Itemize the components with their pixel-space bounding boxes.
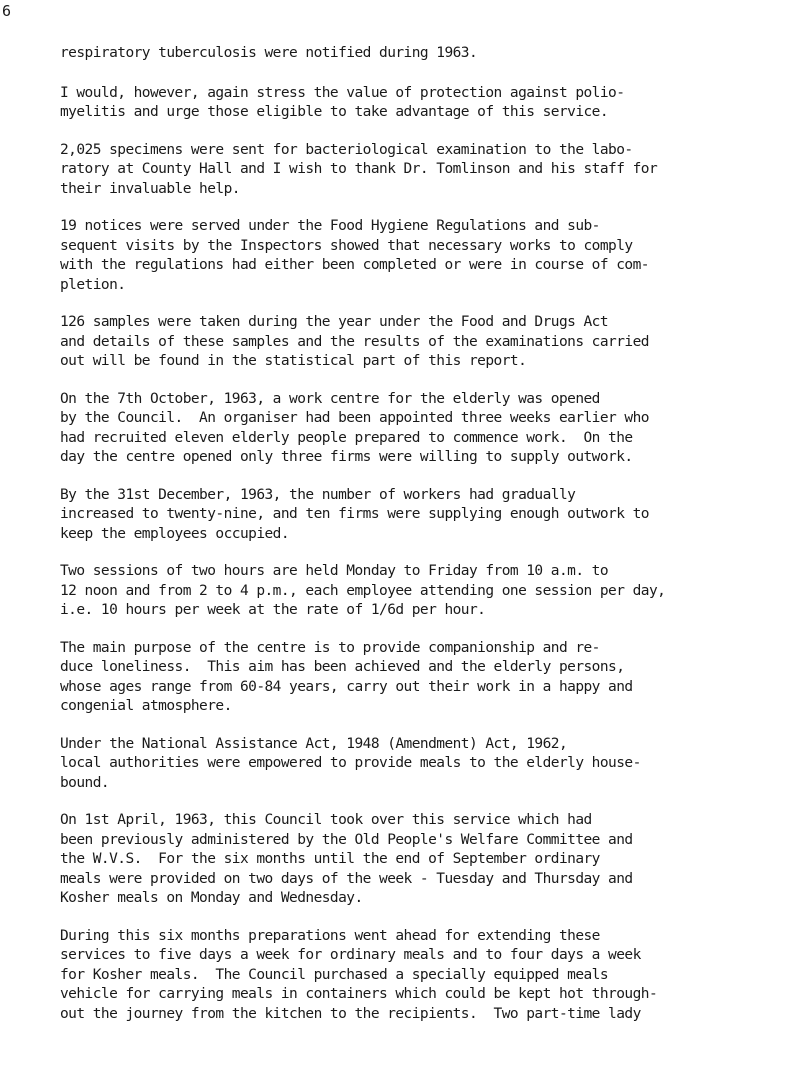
paragraph-food-hygiene: 19 notices were served under the Food Hygiene Regulations and sub- sequent visits by the Inspectors showed that necessary works to comply with the regulations had either been completed or were in course of com- pletion. xyxy=(60,218,649,293)
paragraph-work-centre-opened: On the 7th October, 1963, a work centre for the elderly was opened by the Council. An organiser had been appointed three weeks earlier who had recruited eleven elderly people prepared to commence work. On the day the centre opened only three firms were willing to supply outwork. xyxy=(60,390,649,465)
paragraph-specimens: 2,025 specimens were sent for bacteriological examination to the labo- ratory at County Hall and I wish to thank Dr. Tomlinson and his staff for their invaluable help. xyxy=(60,141,658,197)
paragraph-sessions: Two sessions of two hours are held Monday to Friday from 10 a.m. to 12 noon and from 2 to 4 p.m., each employee attending one session per day, i.e. 10 hours per week at the rate of 1/6d per hour. xyxy=(60,563,666,618)
paragraph-poliomyelitis: I would, however, again stress the value of protection against polio- myelitis and urge those eligible to take advantage of this service. xyxy=(60,84,625,120)
paragraph-tuberculosis: respiratory tuberculosis were notified during 1963. xyxy=(60,45,478,61)
paragraph-centre-purpose: The main purpose of the centre is to provide companionship and re- duce loneliness. This aim has been achieved and the elderly persons, whose ages range from 60-84 years, carry out their work in a happy and congenial atmosphere. xyxy=(60,639,633,714)
paragraph-meals-extension: During this six months preparations went ahead for extending these services to five days a week for ordinary meals and to four days a week for Kosher meals. The Council purchased a specially equipped meals vehicle for carrying meals in containers which could be kept hot through- out the journey from the kitchen to the recipients. Two part-time lady xyxy=(60,927,658,1022)
paragraph-food-drugs-samples: 126 samples were taken during the year under the Food and Drugs Act and details of these samples and the results of the examinations carried out will be found in the statistical part of this report. xyxy=(60,314,649,369)
report-body xyxy=(60,44,775,1042)
page-number: 6 xyxy=(2,2,12,20)
paragraph-national-assistance-act: Under the National Assistance Act, 1948 (Amendment) Act, 1962, local authorities were empowered to provide meals to the elderly house- bound. xyxy=(60,735,641,791)
paragraph-meals-takeover: On 1st April, 1963, this Council took over this service which had been previously administered by the Old People's Welfare Committee and the W.V.S. For the six months until the end of September ordinary meals were provided on two days of the week - Tuesday and Thursday and Kosher meals on Monday and Wednesday. xyxy=(60,812,633,906)
paragraph-workers-increase: By the 31st December, 1963, the number of workers had gradually increased to twenty-nine, and ten firms were supplying enough outwork to keep the employees occupied. xyxy=(60,486,649,542)
